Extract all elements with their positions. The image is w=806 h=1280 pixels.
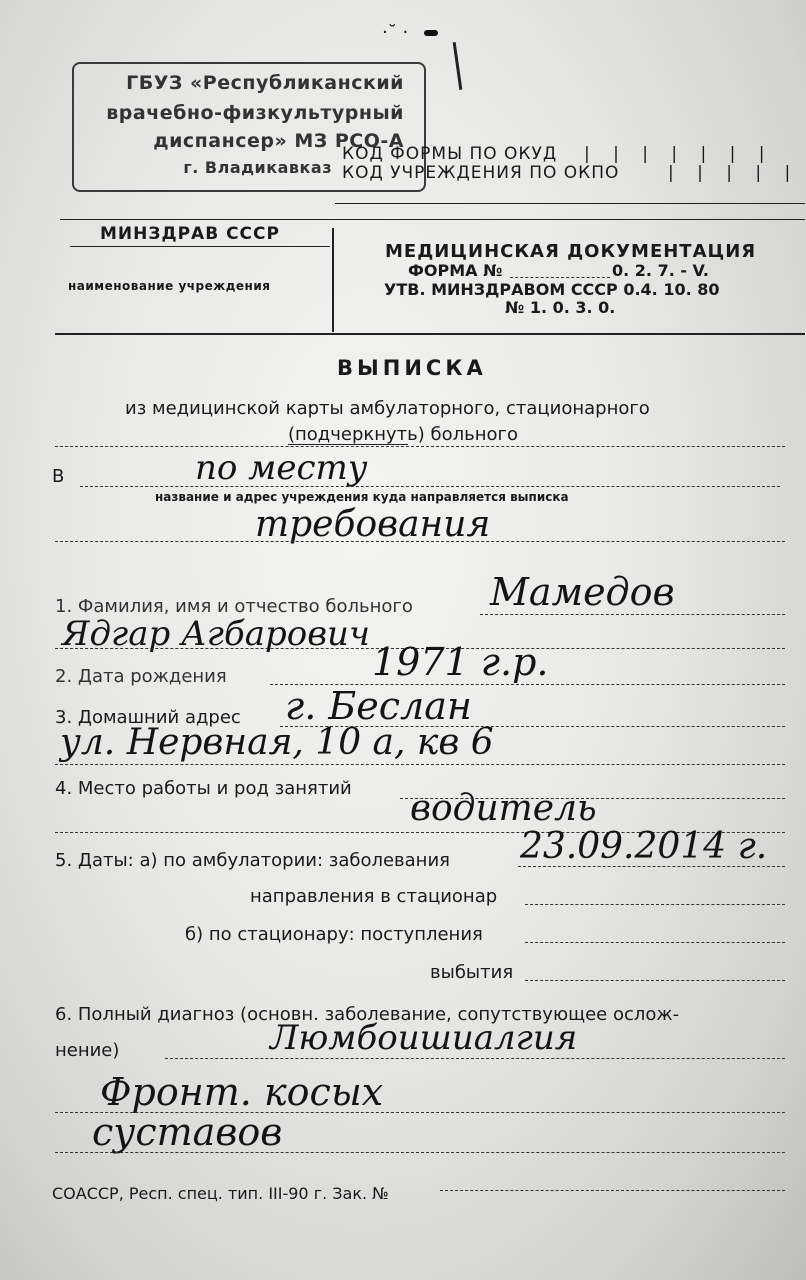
patient-surname: Мамедов	[490, 570, 675, 614]
address-label: 3. Домашний адрес	[55, 707, 241, 728]
header-rule	[60, 219, 805, 220]
okpo-code-boxes: | | | | |	[668, 163, 800, 183]
okud-code-label: КОД ФОРМЫ ПО ОКУД	[342, 144, 558, 164]
address-value: г. Беслан	[285, 684, 472, 728]
form-number-line	[510, 277, 610, 278]
approval-text: УТВ. МИНЗДРАВОМ СССР 0.4. 10. 80	[384, 280, 720, 299]
admission-line	[525, 942, 785, 943]
referral-label: направления в стационар	[250, 886, 498, 907]
print-info: СОАССР, Респ. спец. тип. III-90 г. Зак. №	[52, 1184, 389, 1203]
okpo-code-label: КОД УЧРЕЖДЕНИЯ ПО ОКПО	[342, 163, 620, 183]
dates-label: 5. Даты: а) по амбулатории: заболевания	[55, 850, 450, 871]
address-line-2	[55, 764, 785, 765]
order-number: № 1. 0. 3. 0.	[505, 298, 616, 317]
ink-mark: ·˘ ·	[382, 22, 409, 43]
admission-label: б) по стационару: поступления	[185, 924, 483, 945]
diagnosis-value: Люмбоишиалгия	[270, 1018, 578, 1058]
workplace-value: водитель	[410, 788, 597, 829]
document-title: ВЫПИСКА	[337, 356, 487, 380]
separator-line	[55, 446, 785, 447]
diagnosis-label-2: нение)	[55, 1040, 120, 1061]
patient-name-line	[480, 614, 785, 615]
header-bottom-rule	[55, 333, 805, 335]
referral-line	[525, 904, 785, 905]
form-label: ФОРМА №	[408, 261, 503, 280]
ministry-label: МИНЗДРАВ СССР	[100, 224, 280, 244]
patient-name-label: 1. Фамилия, имя и отчество больного	[55, 596, 413, 617]
stamp-line-3: диспансер» МЗ РСО-А	[153, 130, 404, 152]
header-divider	[332, 228, 334, 332]
destination-line	[80, 486, 780, 487]
workplace-line	[400, 798, 785, 799]
patient-first-name: Ядгар Агбарович	[62, 614, 371, 654]
stamp-line-4: г. Владикавказ	[183, 158, 332, 177]
ink-mark	[424, 30, 438, 36]
birth-date-value: 1971 г.р.	[372, 640, 549, 684]
ink-mark	[453, 42, 463, 90]
diagnosis-value-2: Фронт. косых	[100, 1070, 384, 1114]
underline-mark	[288, 444, 408, 445]
diagnosis-line-3	[55, 1152, 785, 1153]
okud-code-boxes: | | | | | | |	[584, 144, 774, 164]
diagnosis-label: 6. Полный диагноз (основн. заболевание, сопутствующее ослож-	[55, 1004, 680, 1025]
document-subtitle-2: (подчеркнуть) больного	[288, 424, 518, 445]
destination-caption: название и адрес учреждения куда направляется выписка	[155, 490, 569, 504]
diagnosis-line	[165, 1058, 785, 1059]
illness-date-value: 23.09.2014 г.	[520, 826, 768, 867]
stamp-line-1: ГБУЗ «Республиканский	[126, 72, 404, 94]
stamp-line-2: врачебно-физкультурный	[106, 102, 404, 124]
workplace-label: 4. Место работы и род занятий	[55, 778, 352, 799]
doc-title: МЕДИЦИНСКАЯ ДОКУМЕНТАЦИЯ	[385, 241, 757, 262]
footer-line	[440, 1190, 785, 1191]
destination-label: В	[52, 466, 65, 487]
destination-value: по месту	[195, 448, 368, 488]
destination-value-2: требования	[255, 504, 491, 545]
birth-date-label: 2. Дата рождения	[55, 666, 227, 687]
institution-caption: наименование учреждения	[68, 279, 271, 293]
header-rule	[335, 203, 805, 204]
diagnosis-value-3: суставов	[92, 1110, 283, 1154]
document-subtitle: из медицинской карты амбулаторного, стационарного	[125, 398, 650, 419]
discharge-line	[525, 980, 785, 981]
form-number: 0. 2. 7. - V.	[612, 261, 709, 280]
destination-line-2	[55, 541, 785, 542]
ministry-rule	[70, 246, 330, 247]
address-value-2: ул. Нервная, 10 а, кв 6	[60, 722, 494, 763]
discharge-label: выбытия	[430, 962, 514, 983]
illness-date-line	[518, 866, 785, 867]
